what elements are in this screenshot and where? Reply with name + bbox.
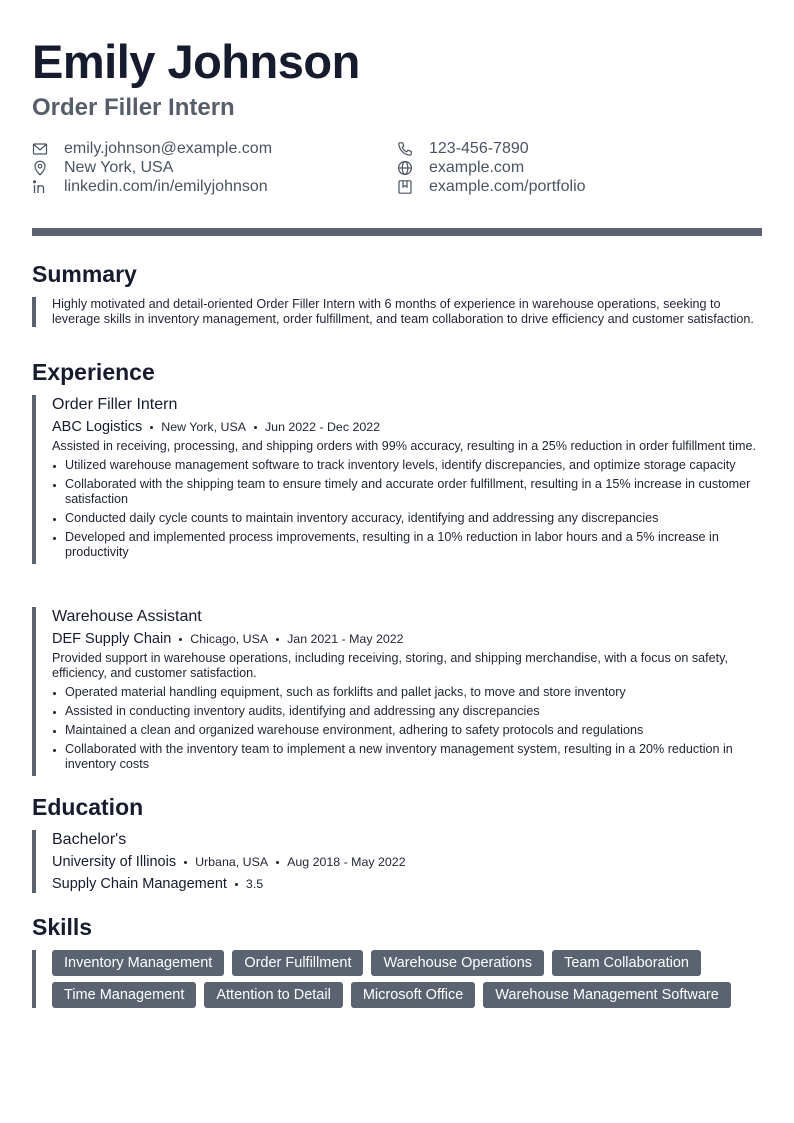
summary-text: Highly motivated and detail-oriented Order Filler Intern with 6 months of experience in warehouse operations, seeking to leverage skills in inventory management, order fulfillment, and team collaboration to drive efficiency and customer satisfaction. xyxy=(52,297,754,326)
education-heading: Education xyxy=(32,794,144,820)
header-divider xyxy=(32,228,762,236)
portfolio-icon xyxy=(397,179,413,195)
job-location: New York, USA xyxy=(161,420,246,434)
contact-location-text: New York, USA xyxy=(64,158,174,176)
job-description: Assisted in receiving, processing, and shipping orders with 99% accuracy, resulting in a 25% reduction in order fulfillment time. xyxy=(52,439,756,453)
school-name: University of Illinois xyxy=(52,854,177,870)
job-company: ABC Logistics xyxy=(52,419,143,435)
education-meta xyxy=(52,853,762,871)
separator-dot xyxy=(179,638,182,641)
skill-chip: Time Management xyxy=(52,982,196,1008)
skills-block xyxy=(32,950,762,1008)
skill-chip: Microsoft Office xyxy=(351,982,475,1008)
list-item: Assisted in conducting inventory audits, identifying and addressing any discrepancies xyxy=(52,704,762,719)
contact-linkedin[interactable] xyxy=(32,177,268,196)
list-item: Maintained a clean and organized warehouse environment, adhering to safety protocols and regulations xyxy=(52,723,762,738)
summary-block xyxy=(32,297,762,327)
school-location: Urbana, USA xyxy=(195,855,269,869)
separator-dot xyxy=(184,861,187,864)
degree: Bachelor's xyxy=(52,831,127,848)
separator-dot xyxy=(276,861,279,864)
summary-heading: Summary xyxy=(32,261,137,287)
job-title: Order Filler Intern xyxy=(52,396,178,413)
job-dates: Jan 2021 - May 2022 xyxy=(287,632,404,646)
list-item: Operated material handling equipment, such as forklifts and pallet jacks, to move and store inventory xyxy=(52,685,762,700)
job-location: Chicago, USA xyxy=(190,632,269,646)
contact-portfolio[interactable] xyxy=(397,177,586,196)
job-title: Warehouse Assistant xyxy=(52,608,202,625)
skills-list xyxy=(52,950,752,1008)
phone-icon xyxy=(397,141,413,157)
candidate-role: Order Filler Intern xyxy=(32,94,235,121)
skill-chip: Team Collaboration xyxy=(552,950,701,976)
contact-phone-text: 123-456-7890 xyxy=(429,139,529,157)
job-bullets xyxy=(52,458,762,560)
list-item: Utilized warehouse management software to track inventory levels, identify discrepancies, and optimize storage capacity xyxy=(52,458,762,473)
separator-dot xyxy=(254,426,257,429)
list-item: Developed and implemented process improvements, resulting in a 10% reduction in labor hours and a 5% increase in productivity xyxy=(52,530,762,560)
separator-dot xyxy=(235,883,238,886)
globe-icon xyxy=(397,160,413,176)
education-dates: Aug 2018 - May 2022 xyxy=(287,855,406,869)
job-description: Provided support in warehouse operations, including receiving, storing, and shipping merchandise, with a focus on safety, efficiency, and customer satisfaction. xyxy=(52,651,729,680)
skill-chip: Inventory Management xyxy=(52,950,224,976)
contact-portfolio-text: example.com/portfolio xyxy=(429,177,586,195)
skills-heading: Skills xyxy=(32,914,93,940)
location-pin-icon xyxy=(32,160,48,176)
mail-icon xyxy=(32,141,48,157)
job-meta xyxy=(52,418,762,436)
education-entry xyxy=(32,830,762,893)
list-item: Conducted daily cycle counts to maintain inventory accuracy, identifying and addressing any discrepancies xyxy=(52,511,762,526)
contact-location xyxy=(32,158,173,177)
list-item: Collaborated with the shipping team to ensure timely and accurate order fulfillment, resulting in a 15% increase in customer satisfaction xyxy=(52,477,762,507)
contact-phone[interactable] xyxy=(397,139,529,158)
separator-dot xyxy=(150,426,153,429)
contact-email-text: emily.johnson@example.com xyxy=(64,139,273,157)
contact-email[interactable] xyxy=(32,139,272,158)
job-bullets xyxy=(52,685,762,772)
experience-entry xyxy=(32,395,762,564)
candidate-name: Emily Johnson xyxy=(32,35,360,88)
field-of-study: Supply Chain Management xyxy=(52,876,227,892)
list-item: Collaborated with the inventory team to implement a new inventory management system, resulting in a 20% reduction in inventory costs xyxy=(52,742,762,772)
job-meta xyxy=(52,630,762,648)
job-dates: Jun 2022 - Dec 2022 xyxy=(264,420,381,434)
skill-chip: Warehouse Management Software xyxy=(483,982,731,1008)
education-field-meta xyxy=(52,875,762,893)
contact-website[interactable] xyxy=(397,158,524,177)
skill-chip: Attention to Detail xyxy=(204,982,342,1008)
contact-linkedin-text: linkedin.com/in/emilyjohnson xyxy=(64,177,268,195)
job-company: DEF Supply Chain xyxy=(52,631,172,647)
skill-chip: Warehouse Operations xyxy=(371,950,544,976)
contact-website-text: example.com xyxy=(429,158,525,176)
separator-dot xyxy=(276,638,279,641)
linkedin-icon xyxy=(32,179,48,195)
skill-chip: Order Fulfillment xyxy=(232,950,363,976)
experience-heading: Experience xyxy=(32,359,155,385)
gpa: 3.5 xyxy=(245,877,264,891)
experience-entry xyxy=(32,607,762,776)
